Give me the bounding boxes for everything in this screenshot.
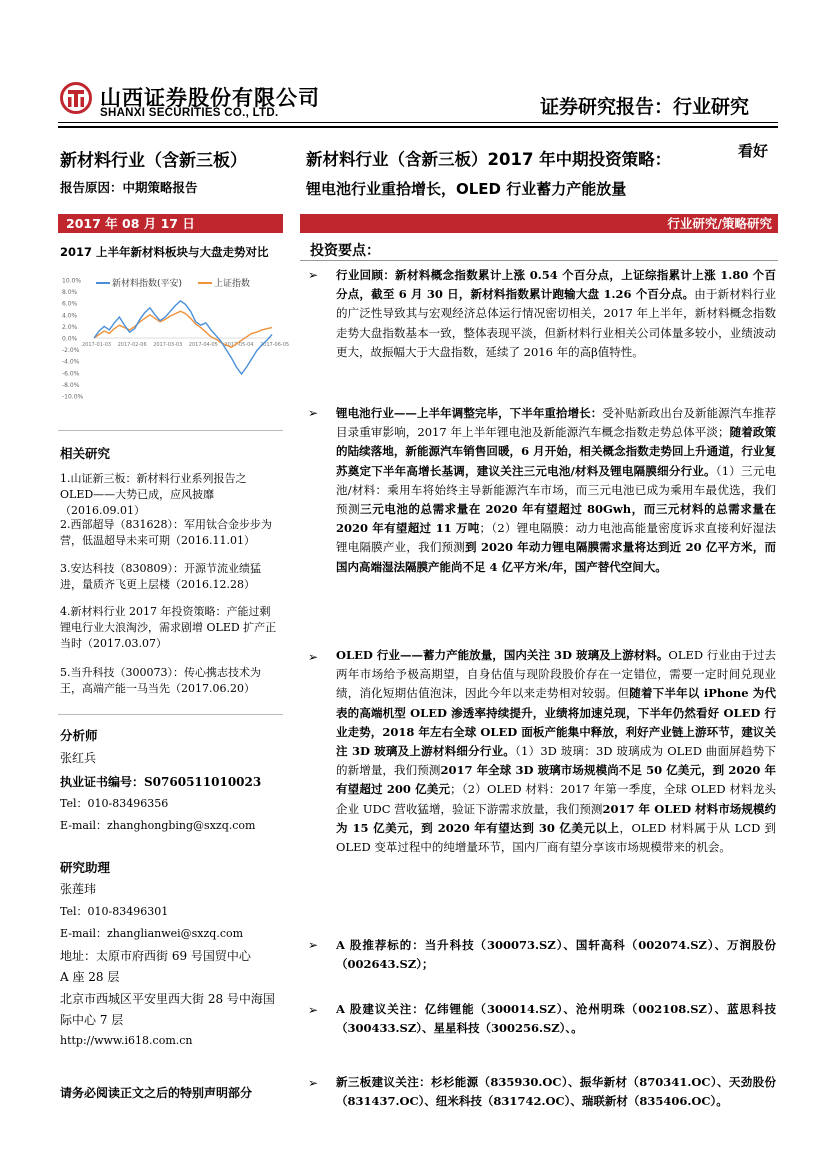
p3-bold-2: 随着下半年以 iPhone 为代表的高端机型 OLED 渗透率持续提升，业绩将加速兑现，下半年仍然看好 OLED 行业走势，2018 年左右全球 OLED 面板产能集中释放，利好产业链上游环节，建议关注 3D 玻璃及上游材料细分行业。 [336, 686, 777, 759]
chart-legend [96, 277, 250, 289]
p3-bold-4: 2017 年 OLED 材料市场规模约为 15 亿美元，到 2020 年有望达到 30 亿美元以上 [336, 801, 777, 835]
p3-text-2: （1）3D 玻璃：3D 玻璃成为 OLED 曲面屏趋势下的新增量，我们预测 [336, 744, 776, 778]
date-banner [58, 214, 283, 233]
p3-text-4: ，OLED 材料属于从 LCD 到 OLED 变革过程中的纯增量环节，国内厂商有望分享该市场规模带来的机会。 [336, 820, 776, 855]
address-line: A 座 28 层 [60, 970, 120, 984]
related-item[interactable]: 5.当升科技（300073）：传心携志技术为王，高端产能一马当先（2017.06.20） [60, 666, 261, 695]
p3-bold-3: 2017 年全球 3D 玻璃市场规模尚不足 50 亿美元，到 2020 年有望超过 200 亿美元 [336, 763, 777, 797]
logo-mark-icon [60, 82, 92, 114]
analyst-title: 分析师 [60, 728, 98, 743]
bullet-arrow-icon: ➢ [308, 1076, 319, 1090]
paragraph-a-share-watch: A 股建议关注：亿纬锂能（300014.SZ）、沧州明珠（002108.SZ）、蓝思科技（300433.SZ）、星星科技（300256.SZ）、。 [336, 1002, 776, 1036]
report-reason: 报告原因：中期策略报告 [60, 180, 198, 195]
y-tick-label: 2.0% [62, 323, 78, 331]
bullet-arrow-icon: ➢ [308, 268, 319, 282]
assistant-tel: Tel：010-83496301 [60, 905, 169, 918]
y-tick-label: -8.0% [62, 381, 80, 389]
category-banner [300, 214, 778, 233]
p3-text-1: OLED 行业由于过去两年市场给予极高期望，自身估值与现阶段股价存在一定错位，需要一定时间兑现业绩，消化短期估值泡沫，因此今年以来走势相对较弱。但 [336, 648, 776, 701]
y-tick-label: -6.0% [62, 370, 80, 378]
related-item[interactable]: 1.山证新三板：新材料行业系列报告之 OLED——大势已成，应风披靡（2016.09.01） [60, 472, 247, 517]
website-link[interactable]: http://www.i618.com.cn [60, 1034, 193, 1047]
paragraph-industry-review [336, 266, 776, 362]
p2-text-1: 受补贴新政出台及新能源汽车推荐目录重审影响，2017 年上半年锂电池及新能源汽车概念指数走势总体平淡； [336, 406, 777, 440]
assistant-title: 研究助理 [60, 860, 111, 875]
p2-bold-2: 随着政策的陆续落地，新能源汽车销售回暖，6 月开始，相关概念指数走势回上升通道，行业复苏奠定下半年高增长基调，建议关注三元电池/材料及锂电隔膜细分行业。 [336, 425, 777, 478]
y-tick-label: -10.0% [62, 393, 84, 401]
bullet-arrow-icon: ➢ [308, 406, 319, 420]
x-tick-label: 2017-01-03 [82, 342, 112, 348]
left-divider [58, 430, 283, 431]
analyst-name: 张红兵 [60, 751, 97, 765]
company-name-cn: 山西证券股份有限公司 [100, 86, 320, 110]
p3-bold-1: OLED 行业——蓄力产能放量，国内关注 3D 玻璃及上游材料。 [336, 648, 669, 662]
key-points-divider [300, 260, 778, 261]
related-item[interactable]: 2.西部超导（831628）：军用钛合金步步为营，低温超导未来可期（2016.11.01） [60, 518, 272, 547]
related-item[interactable]: 4.新材料行业 2017 年投资策略：产能过剩锂电行业大浪淘沙，需求剧增 OLED 扩产正当时（2017.03.07） [60, 605, 277, 650]
y-tick-label: 8.0% [62, 289, 78, 297]
x-tick-label: 2017-05-04 [224, 342, 254, 348]
header-divider [58, 122, 778, 123]
sector-title: 新材料行业（含新三板） [60, 151, 247, 171]
address-line: 地址：太原市府西街 69 号国贸中心 [60, 949, 251, 963]
x-tick-label: 2017-02-06 [117, 342, 147, 348]
paragraph-a-share-picks: A 股推荐标的：当升科技（300073.SZ）、国轩高科（002074.SZ）、万润股份（002643.SZ）； [336, 938, 776, 972]
header-divider-thick [58, 126, 778, 128]
bullet-arrow-icon: ➢ [308, 650, 319, 664]
key-points-title: 投资要点： [310, 243, 380, 259]
y-tick-label: 6.0% [62, 300, 78, 308]
main-subtitle: 锂电池行业重拾增长，OLED 行业蓄力产能放量 [306, 180, 627, 198]
y-tick-label: 0.0% [62, 335, 78, 343]
report-date: 2017 年 08 月 17 日 [66, 216, 195, 231]
p2-bold-3: 三元电池的总需求量在 2020 年有望超过 80Gwh，而三元材料的总需求量在 2020 年有望超过 11 万吨 [336, 502, 776, 536]
p2-bold-4: 到 2020 年动力锂电隔膜需求量将达到近 20 亿平方米，而国内高端湿法隔膜产能尚不足 4 亿平方米/年，国产替代空间大。 [336, 540, 777, 574]
y-tick-label: -2.0% [62, 347, 80, 355]
x-tick-label: 2017-03-03 [153, 342, 183, 348]
trend-chart [58, 266, 290, 404]
p1-text: 由于新材料行业的广泛性导致其与宏观经济总体运行情况密切相关，2017 年上半年，新材料概念指数走势大盘指数基本一致，整体表现平淡，但新材料行业相关公司体量多较小，业绩波动更大，故振幅大于大盘指数，延续了 2016 年的高β值特性。 [336, 287, 776, 359]
p1-bold: 行业回顾：新材料概念指数累计上涨 0.54 个百分点，上证综指累计上涨 1.80 个百分点，截至 6 月 30 日，新材料指数累计跑输大盘 1.26 个百分点。 [336, 268, 776, 302]
rating: 看好 [738, 142, 769, 160]
related-item[interactable]: 3.安达科技（830809）：开源节流业绩猛进，量质齐飞更上层楼（2016.12.28） [60, 562, 261, 591]
disclaimer: 请务必阅读正文之后的特别声明部分 [60, 1086, 253, 1100]
report-type: 证券研究报告：行业研究 [540, 96, 750, 118]
paragraph-lithium-battery [336, 404, 776, 577]
p2-text-2: （1）三元电池/材料：乘用车将始终主导新能源汽车市场，而三元电池已成为乘用车最优选，我们预测 [336, 463, 776, 517]
p2-bold-1: 锂电池行业——上半年调整完毕，下半年重拾增长： [336, 406, 603, 420]
bullet-arrow-icon: ➢ [308, 938, 319, 952]
x-tick-label: 2017-04-05 [188, 342, 218, 348]
y-tick-label: -4.0% [62, 358, 80, 366]
assistant-email[interactable]: E-mail：zhanglianwei@sxzq.com [60, 927, 244, 940]
analyst-tel: Tel：010-83496356 [60, 797, 169, 810]
y-tick-label: 4.0% [62, 312, 78, 320]
y-tick-label: 10.0% [62, 277, 82, 285]
address-line: 际中心 7 层 [60, 1013, 124, 1027]
related-title: 相关研究 [60, 446, 111, 461]
category-label: 行业研究/策略研究 [667, 216, 772, 231]
legend-shanghai: 上证指数 [214, 279, 251, 289]
paragraph-oled [336, 646, 776, 857]
legend-new-material: 新材料指数(平安) [112, 279, 183, 289]
assistant-name: 张莲玮 [60, 882, 97, 896]
left-divider [58, 714, 283, 715]
analyst-email[interactable]: E-mail：zhanghongbing@sxzq.com [60, 819, 256, 832]
paragraph-neeq-watch: 新三板建议关注：杉杉能源（835930.OC）、振华新材（870341.OC）、天劲股份（831437.OC）、纽米科技（831742.OC）、瑞联新材（835406.OC）。 [336, 1075, 776, 1109]
bullet-arrow-icon: ➢ [308, 1003, 319, 1017]
x-tick-label: 2017-06-05 [260, 342, 290, 348]
p2-text-3: ；（2）锂电隔膜：动力电池高能量密度诉求直接利好湿法锂电隔膜产业，我们预测 [336, 521, 776, 555]
license-number: 执业证书编号：S0760511010023 [60, 775, 262, 789]
trend-chart-svg [58, 266, 290, 404]
company-name-en: SHANXI SECURITIES CO., LTD. [100, 107, 279, 119]
company-logo [60, 82, 92, 114]
chart-caption: 2017 上半年新材料板块与大盘走势对比 [60, 245, 269, 259]
address-line: 北京市西城区平安里西大街 28 号中海国 [60, 992, 275, 1006]
p3-text-3: ；（2）OLED 材料：2017 年第一季度，全球 OLED 材料龙头企业 UDC 营收猛增，验证下游需求放量，我们预测 [336, 782, 777, 816]
main-title: 新材料行业（含新三板）2017 年中期投资策略： [306, 150, 672, 169]
